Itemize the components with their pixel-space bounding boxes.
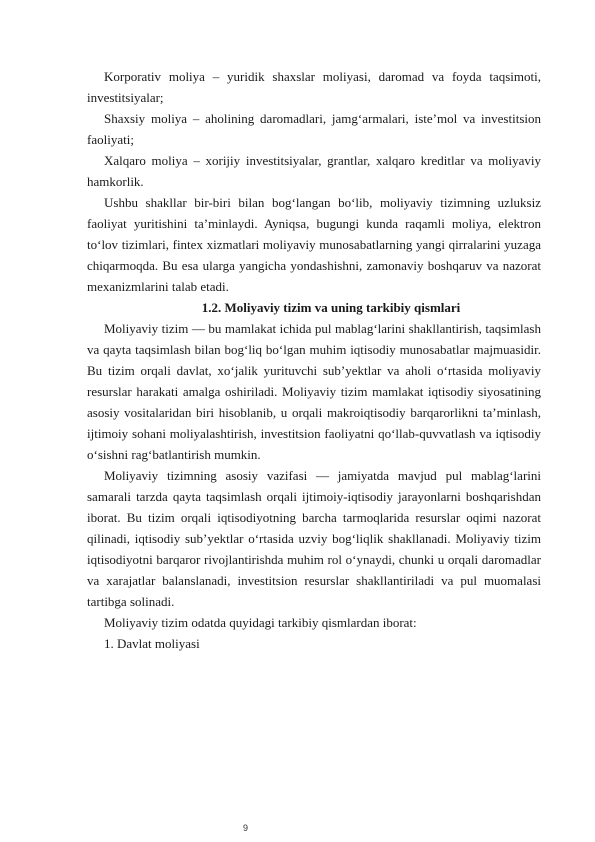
- paragraph-system-function: Moliyaviy tizimning asosiy vazifasi — jamiyatda mavjud pul mablag‘larini samarali tarzda qayta taqsimlash orqali ijtimoiy-iqtisodiy jarayonlarni boshqarishdan iborat. Bu tizim orqali iqtisodiyotning barcha tarmoqlarida resurslar oqimi nazorat qilinadi, iqtisodiy sub’yektlar o‘rtasida uzviy bog‘liqlik shakllanadi. Moliyaviy tizim iqtisodiyotni barqaror rivojlantirishda muhim rol o‘ynaydi, chunki u orqali daromadlar va xarajatlar balanslanadi, investitsion resurslar shakllantiriladi va pul muomalasi tartibga solinadi.: [87, 468, 541, 609]
- page-number: 9: [243, 823, 249, 833]
- paragraph-personal-finance: Shaxsiy moliya – aholining daromadlari, jamg‘armalari, iste’mol va investitsion faoliyati;: [87, 111, 541, 147]
- paragraph-international-finance: Xalqaro moliya – xorijiy investitsiyalar, grantlar, xalqaro kreditlar va moliyaviy hamkorlik.: [87, 153, 541, 189]
- paragraph-components-intro: Moliyaviy tizim odatda quyidagi tarkibiy qismlardan iborat:: [104, 615, 417, 630]
- section-heading: 1.2. Moliyaviy tizim va uning tarkibiy qismlari: [201, 300, 461, 315]
- paragraph-corporate-finance: Korporativ moliya – yuridik shaxslar moliyasi, daromad va foyda taqsimoti, investitsiyalar;: [87, 69, 541, 105]
- paragraph-forms-summary: Ushbu shakllar bir-biri bilan bog‘langan bo‘lib, moliyaviy tizimning uzluksiz faoliyat yuritishini ta’minlaydi. Ayniqsa, bugungi kunda raqamli moliya, elektron to‘lov tizimlari, fintex xizmatlari moliyaviy munosabatlarning yangi qirralarini yuzaga chiqarmoqda. Bu esa ularga yangicha yondashishni, zamonaviy boshqaruv va nazorat mexanizmlarini talab etadi.: [87, 195, 541, 294]
- document-body: [87, 66, 541, 654]
- list-item-state-finance: 1. Davlat moliyasi: [104, 636, 200, 651]
- paragraph-system-definition: Moliyaviy tizim — bu mamlakat ichida pul mablag‘larini shakllantirish, taqsimlash va qayta taqsimlash bilan bog‘liq bo‘lgan muhim iqtisodiy munosabatlar majmuasidir. Bu tizim orqali davlat, xo‘jalik yurituvchi sub’yektlar va aholi o‘rtasida moliyaviy resurslar harakati amalga oshiriladi. Moliyaviy tizim mamlakat iqtisodiy siyosatining asosiy vositalaridan biri hisoblanib, u orqali makroiqtisodiy barqarorlikni ta’minlash, ijtimoiy sohani moliyalashtirish, investitsion faoliyatni qo‘llab-quvvatlash va iqtisodiy o‘sishni rag‘batlantirish mumkin.: [87, 321, 541, 462]
